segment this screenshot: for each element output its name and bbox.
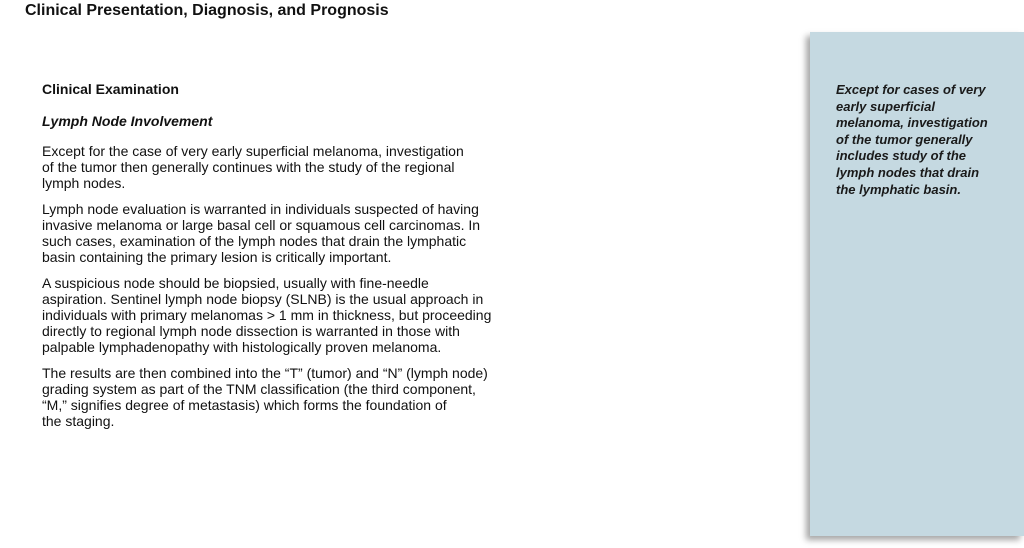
body-paragraph-1: Except for the case of very early superficial melanoma, investigation of the tumor then generally continues with the study of the regional lymph nodes. [42,143,464,191]
main-content [42,80,502,429]
subsection-heading: Lymph Node Involvement [42,113,213,129]
section-heading: Clinical Examination [42,81,179,97]
sidebar-callout-panel [810,32,1024,536]
body-paragraph-3: A suspicious node should be biopsied, usually with fine-needle aspiration. Sentinel lymph node biopsy (SLNB) is the usual approach in individuals with primary melanomas > 1 mm in thickness, but proceeding directly to regional lymph node dissection is warranted in those with palpable lymphadenopathy with histologically proven melanoma. [42,275,492,355]
page-title: Clinical Presentation, Diagnosis, and Prognosis [25,2,389,19]
body-paragraph-2: Lymph node evaluation is warranted in individuals suspected of having invasive melanoma or large basal cell or squamous cell carcinomas. In such cases, examination of the lymph nodes that drain the lymphatic basin containing the primary lesion is critically important. [42,201,481,265]
callout-text: Except for cases of very early superficial melanoma, investigation of the tumor generally includes study of the lymph nodes that drain the lymphatic basin. [836,82,988,197]
body-paragraph-4: The results are then combined into the “T” (tumor) and “N” (lymph node) grading system as part of the TNM classification (the third component, “M,” signifies degree of metastasis) which forms the foundation of the staging. [42,365,488,429]
